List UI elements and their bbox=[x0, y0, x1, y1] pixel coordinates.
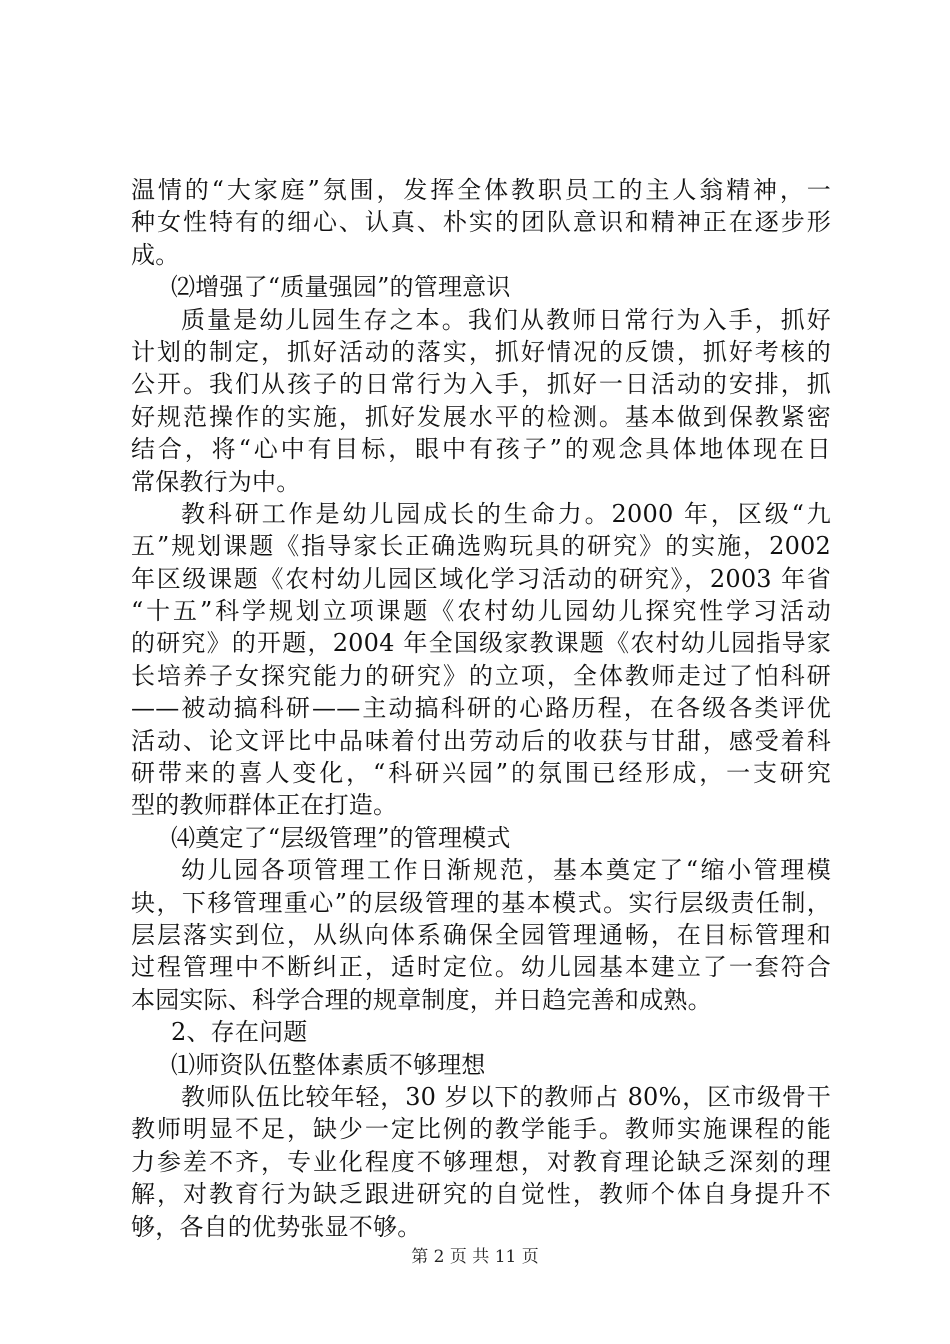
text-line: 够，各自的优势张显不够。 bbox=[131, 1212, 422, 1241]
text-line: 解，对教育行为缺乏跟进研究的自觉性，教师个体自身提升不 bbox=[131, 1180, 831, 1209]
document-body bbox=[131, 174, 831, 1243]
text-line: 计划的制定，抓好活动的落实，抓好情况的反馈，抓好考核的 bbox=[131, 337, 831, 366]
text-line: 好规范操作的实施，抓好发展水平的检测。基本做到保教紧密 bbox=[131, 402, 831, 431]
text-line: 幼儿园各项管理工作日渐规范，基本奠定了“缩小管理模 bbox=[181, 856, 831, 885]
page-footer: 第 2 页 共 11 页 bbox=[411, 1247, 539, 1267]
text-line: 块，下移管理重心”的层级管理的基本模式。实行层级责任制， bbox=[131, 888, 831, 917]
text-line: 教师明显不足，缺少一定比例的教学能手。教师实施课程的能 bbox=[131, 1115, 831, 1144]
text-line: ——被动搞科研——主动搞科研的心路历程，在各级各类评优 bbox=[131, 694, 831, 723]
text-line: 力参差不齐，专业化程度不够理想，对教育理论缺乏深刻的理 bbox=[131, 1147, 831, 1176]
section-heading: ⑷奠定了“层级管理”的管理模式 bbox=[171, 823, 511, 852]
section-heading: ⑵增强了“质量强园”的管理意识 bbox=[171, 273, 511, 302]
text-line: “十五”科学规划立项课题《农村幼儿园幼儿探究性学习活动 bbox=[131, 597, 831, 626]
text-line: 年区级课题《农村幼儿园区域化学习活动的研究》，2003 年省 bbox=[131, 564, 831, 593]
text-line: 的研究》的开题，2004 年全国级家教课题《农村幼儿园指导家 bbox=[131, 629, 831, 658]
text-line: 长培养子女探究能力的研究》的立项，全体教师走过了怕科研 bbox=[131, 661, 831, 690]
text-line: 活动、论文评比中品味着付出劳动后的收获与甘甜，感受着科 bbox=[131, 726, 831, 755]
text-line: 种女性特有的细心、认真、朴实的团队意识和精神正在逐步形 bbox=[131, 208, 831, 237]
text-line: 研带来的喜人变化，“科研兴园”的氛围已经形成，一支研究 bbox=[131, 759, 831, 788]
text-line: 公开。我们从孩子的日常行为入手，抓好一日活动的安排，抓 bbox=[131, 370, 831, 399]
text-line: 层层落实到位，从纵向体系确保全园管理通畅，在目标管理和 bbox=[131, 920, 831, 949]
text-line: 型的教师群体正在打造。 bbox=[131, 791, 398, 820]
text-line: 成。 bbox=[131, 240, 180, 269]
text-line: 教科研工作是幼儿园成长的生命力。2000 年，区级“九 bbox=[181, 499, 831, 528]
text-line: 常保教行为中。 bbox=[131, 467, 301, 496]
text-line: 本园实际、科学合理的规章制度，并日趋完善和成熟。 bbox=[131, 985, 712, 1014]
text-line: 教师队伍比较年轻，30 岁以下的教师占 80%，区市级骨干 bbox=[181, 1082, 831, 1111]
text-line: 结合，将“心中有目标，眼中有孩子”的观念具体地体现在日 bbox=[131, 435, 831, 464]
text-line: 质量是幼儿园生存之本。我们从教师日常行为入手，抓好 bbox=[181, 305, 831, 334]
text-line: 五”规划课题《指导家长正确选购玩具的研究》的实施，2002 bbox=[131, 532, 831, 561]
section-heading: 2、存在问题 bbox=[171, 1018, 308, 1047]
text-line: 过程管理中不断纠正，适时定位。幼儿园基本建立了一套符合 bbox=[131, 953, 831, 982]
section-heading: ⑴师资队伍整体素质不够理想 bbox=[171, 1050, 486, 1079]
text-line: 温情的“大家庭”氛围，发挥全体教职员工的主人翁精神，一 bbox=[131, 176, 831, 204]
